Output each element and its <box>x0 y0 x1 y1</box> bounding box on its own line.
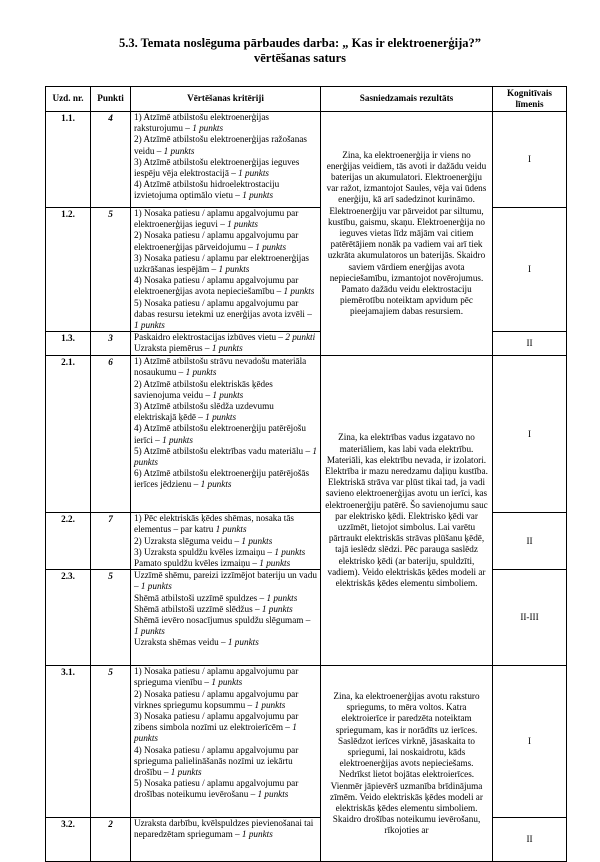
criterion-item <box>134 558 317 569</box>
criterion-item <box>134 423 317 445</box>
criterion-item <box>134 157 317 179</box>
criteria-cell <box>131 208 321 332</box>
criterion-item <box>134 230 317 252</box>
criterion-text: 2) Nosaka patiesu / aplamu apgalvojumu par elektroenerģijas pārveidojumu – <box>134 230 299 252</box>
criterion-item <box>134 298 317 332</box>
criterion-text: 3) Nosaka patiesu / aplamu apgalvojumu par zibens simbola nozīmi uz elektroierīcēm – <box>134 711 299 733</box>
criterion-text: Uzraksta piemērus – <box>134 343 212 354</box>
criterion-points: 1 punkts <box>266 592 298 603</box>
criterion-points: 1 punkts <box>283 286 315 297</box>
task-points: 5 <box>91 666 131 818</box>
criterion-points: 1 punkts <box>241 535 273 546</box>
criterion-text: Paskaidro elektrostacijas izbūves vietu – <box>134 332 286 343</box>
criterion-text: 3) Atzīmē atbilstošu elektroenerģijas ieguves iespēju vēja elektrostacijā – <box>134 156 300 179</box>
criterion-points: 1 punkts <box>227 637 259 648</box>
criterion-item <box>134 778 317 800</box>
table-header-row <box>46 87 567 112</box>
criterion-text: 4) Nosaka patiesu / aplamu apgalvojumu par sprieguma palielināšanās nozīmi uz iekārtu drošību – <box>134 744 299 778</box>
task-number: 2.2. <box>46 513 91 570</box>
criterion-text: 1) Nosaka patiesu / aplamu apgalvojumu par sprieguma vienību – <box>134 666 299 688</box>
criterion-points: 1 punkts <box>215 524 247 535</box>
criterion-points: 1 punkts <box>205 412 237 423</box>
criterion-item <box>134 666 317 688</box>
criterion-item <box>134 711 317 745</box>
cognitive-level: I <box>493 356 567 513</box>
criterion-text: 4) Nosaka patiesu / aplamu apgalvojumu par elektroenerģijas avota nepieciešamību – <box>134 275 299 297</box>
criterion-points: 1 punkts <box>134 320 165 331</box>
header-rezultats: Sasniedzamais rezultāts <box>321 87 493 112</box>
header-nr: Uzd. nr. <box>46 87 91 112</box>
criterion-item <box>134 112 317 134</box>
assessment-table <box>45 86 567 862</box>
task-number: 1.1. <box>46 112 91 208</box>
criterion-item <box>134 745 317 779</box>
criterion-item <box>134 637 317 648</box>
criterion-text: 1) Nosaka patiesu / aplamu apgalvojumu par elektroenerģijas ieguvi – <box>134 208 299 230</box>
criterion-item <box>134 446 317 468</box>
task-points: 4 <box>91 112 131 208</box>
document-title <box>0 36 600 66</box>
cognitive-level: I <box>493 666 567 818</box>
criterion-points: 1 punkts <box>163 145 195 156</box>
criterion-text: Uzraksta shēmas veidu – <box>134 637 228 648</box>
criterion-item <box>134 332 317 343</box>
criterion-item <box>134 401 317 423</box>
task-number: 2.1. <box>46 356 91 513</box>
table-row <box>46 112 567 208</box>
criterion-points: 1 punkts <box>134 626 165 637</box>
criterion-item <box>134 179 317 201</box>
task-points: 7 <box>91 513 131 570</box>
criterion-item <box>134 468 317 490</box>
criterion-text: Shēmā atbilstoši uzzīmē slēdžus – <box>134 603 262 614</box>
criterion-text: 1) Atzīmē atbilstošu elektroenerģijas raksturojumu – <box>134 112 269 134</box>
criterion-text: 1) Atzīmē atbilstošu strāvu nevadošu materiāla nosaukumu – <box>134 356 307 378</box>
criterion-item <box>134 570 317 592</box>
cognitive-level: I <box>493 208 567 332</box>
criterion-item <box>134 208 317 230</box>
cognitive-level: II-III <box>493 570 567 666</box>
expected-result: Zina, ka elektrības vadus izgatavo no materiāliem, kas labi vada elektrību. Materiāli, kas elektrību nevada, ir izolatori. Elektrība ir mazu neredzamu daļiņu kustība. Elektriskā strāva var plūst tikai tad, ja vadi savieno elektroenerģijas avotu un ierīci, kas elektroenerģiju patērē. Šo savienojumu sauc par elektrisko ķēdi. Elektrisko ķēdi var uzzīmēt, lietojot simbolus. Lai varētu pārtraukt elektriskās strāvas plūšanu ķēdē, tajā ieslēdz slēdzi. Pēc parauga saslēdz elektrisko ķēdi (ar bateriju, spuldzīti, vadiem). Veido elektriskās ķēdes modeli ar elektriskās ķēdes elementu simboliem. <box>321 356 493 666</box>
criterion-text: 2) Nosaka patiesu / aplamu apgalvojumu par virknes spriegumu kopsummu – <box>134 688 299 710</box>
criterion-item <box>134 604 317 615</box>
criterion-points: 2 punkti <box>285 332 316 343</box>
criterion-points: 1 punkts <box>254 699 286 710</box>
criterion-text: Shēmā atbilstoši uzzīmē spuldzes – <box>134 592 267 603</box>
table-row <box>46 356 567 513</box>
task-number: 1.3. <box>46 332 91 356</box>
expected-result: Zina, ka elektroenerģijas avotu raksturo spriegums, to mēra voltos. Katra elektroierīce ir paredzēta noteiktam spriegumam, kas ir norādīts uz ierīces. Saslēdzot ierīces virknē, jāsaskaita to spriegumi, lai noskaidrotu, kāds elektroenerģijas avots nepieciešams. Nedrīkst lietot bojātas elektroierīces. Vienmēr jāpievērš uzmanība brīdinājuma zīmēm. Veido elektriskās ķēdes modeli ar elektriskās ķēdes elementu simboliem. Skaidro drošības noteikumu ievērošanu, rīkojoties ar <box>321 666 493 862</box>
criterion-item <box>134 343 317 354</box>
cognitive-level: II <box>493 513 567 570</box>
criterion-text: 3) Nosaka patiesu / aplamu par elektroenerģijas uzkrāšanas iespējām – <box>134 252 310 275</box>
criteria-cell <box>131 513 321 570</box>
criterion-points: 1 punkts <box>134 445 317 468</box>
title-line-2: vērtēšanas saturs <box>253 51 346 65</box>
criterion-item <box>134 536 317 547</box>
criterion-text: 5) Nosaka patiesu / aplamu apgalvojumu par drošības noteikumu ievērošanu – <box>134 778 299 800</box>
task-points: 5 <box>91 570 131 666</box>
cognitive-level: II <box>493 818 567 862</box>
criteria-cell <box>131 112 321 208</box>
criterion-points: 1 punkts <box>274 546 306 557</box>
criterion-points: 1 punkts <box>200 479 232 490</box>
criterion-points: 1 punkts <box>185 367 217 378</box>
criterion-points: 1 punkts <box>140 581 172 592</box>
cognitive-level: II <box>493 332 567 356</box>
criterion-text: 5) Nosaka patiesu / aplamu apgalvojumu par dabas resursu ietekmi uz enerģijas avota izvēli – <box>134 297 312 319</box>
task-points: 6 <box>91 356 131 513</box>
table-row <box>46 666 567 818</box>
criterion-text: 2) Atzīmē atbilstošu elektroenerģijas ražošanas veidu – <box>134 134 307 156</box>
criterion-points: 1 punkts <box>162 434 193 445</box>
criterion-text: 5) Atzīmē atbilstošu elektrības vadu materiālu – <box>134 445 313 456</box>
task-number: 3.1. <box>46 666 91 818</box>
header-kriteriji: Vērtēšanas kritēriji <box>131 87 321 112</box>
criterion-points: 1 punkts <box>211 343 243 354</box>
criterion-item <box>134 689 317 711</box>
criterion-item <box>134 513 317 535</box>
criterion-item <box>134 356 317 378</box>
criteria-cell <box>131 666 321 818</box>
criterion-text: 4) Atzīmē atbilstošu elektroenerģiju patērējošu ierīci – <box>134 423 306 445</box>
task-points: 5 <box>91 208 131 332</box>
criterion-text: 6) Atzīmē atbilstošu elektroenerģiju patērējošās ierīces jēdzienu – <box>134 468 310 490</box>
criterion-text: 3) Atzīmē atbilstošu slēdža uzdevumu elektriskajā ķēdē – <box>134 401 274 423</box>
criterion-points: 1 punkts <box>170 767 202 778</box>
criterion-points: 1 punkts <box>211 677 243 688</box>
criterion-points: 1 punkts <box>242 190 274 201</box>
task-number: 1.2. <box>46 208 91 332</box>
criterion-points: 1 punkts <box>257 789 289 800</box>
criterion-item <box>134 818 317 840</box>
header-punkti: Punkti <box>91 87 131 112</box>
criteria-cell <box>131 818 321 862</box>
criterion-points: 1 punkts <box>259 558 291 569</box>
criterion-text: 1) Pēc elektriskās ķēdes shēmas, nosaka tās elementus – par katru <box>134 513 294 535</box>
criterion-item <box>134 275 317 297</box>
task-number: 2.3. <box>46 570 91 666</box>
title-line-1: 5.3. Temata noslēguma pārbaudes darba: „ Kas ir elektroenerģija?” <box>118 36 482 50</box>
criteria-cell <box>131 332 321 356</box>
cognitive-level: I <box>493 112 567 208</box>
criterion-text: Pamato spuldžu kvēles izmaiņu – <box>134 558 260 569</box>
criterion-text: 4) Atzīmē atbilstošu hidroelektrostaciju izvietojuma optimālo vietu – <box>134 179 280 201</box>
task-number: 3.2. <box>46 818 91 862</box>
criterion-text: Uzzīmē shēmu, pareizi izzīmējot bateriju un vadu – <box>134 570 317 592</box>
criterion-item <box>134 615 317 637</box>
criterion-points: 1 punkts <box>238 168 269 179</box>
criterion-item <box>134 379 317 401</box>
criterion-text: Uzraksta darbību, kvēlspuldzes pievienošanai tai neparedzētam spriegumam – <box>134 818 314 840</box>
criterion-points: 1 punkts <box>261 603 293 614</box>
criteria-cell <box>131 570 321 666</box>
criterion-text: Shēmā ievēro nosacījumus spuldžu slēgumam – <box>134 615 311 626</box>
criterion-item <box>134 547 317 558</box>
criterion-points: 1 punkts <box>227 219 259 230</box>
expected-result: Zina, ka elektroenerģija ir viens no enerģijas veidiem, tās avoti ir dažādu veidu baterijas un akumulatori. Elektroenerģiju var ražot, izmantojot Saules, vēja vai ūdens enerģiju, kā arī sadedzinot kurināmo. Elektroenerģiju var pārveidot par siltumu, kustību, gaismu, skaņu. Elektroenerģija no ieguves vietas līdz mājām vai citiem patērētājiem nonāk pa vadiem vai arī tiek uzkrāta akumulatoros un baterijās. Skaidro saviem vārdiem enerģijas avota nepieciešamību, izmantojot novērojumus. Pamato dažādu veidu elektrostaciju piemērotību noteiktam apvidum pēc pieejamajiem dabas resursiem. <box>321 112 493 356</box>
criterion-text: 3) Uzraksta spuldžu kvēles izmaiņu – <box>134 546 275 557</box>
criterion-item <box>134 134 317 156</box>
criterion-points: 1 punkts <box>241 829 273 840</box>
criterion-points: 1 punkts <box>218 264 250 275</box>
criterion-text: 2) Uzraksta slēguma veidu – <box>134 535 242 546</box>
task-points: 3 <box>91 332 131 356</box>
criterion-points: 1 punkts <box>212 389 244 400</box>
criterion-points: 1 punkts <box>134 722 297 744</box>
task-points: 2 <box>91 818 131 862</box>
criterion-points: 1 punkts <box>255 241 287 252</box>
criterion-points: 1 punkts <box>192 123 224 134</box>
criterion-text: 2) Atzīmē atbilstošu elektriskās ķēdes savienojuma veidu – <box>134 378 273 400</box>
header-limenis: Kognitīvais līmenis <box>493 87 567 112</box>
criterion-item <box>134 593 317 604</box>
criteria-cell <box>131 356 321 513</box>
criterion-item <box>134 253 317 275</box>
